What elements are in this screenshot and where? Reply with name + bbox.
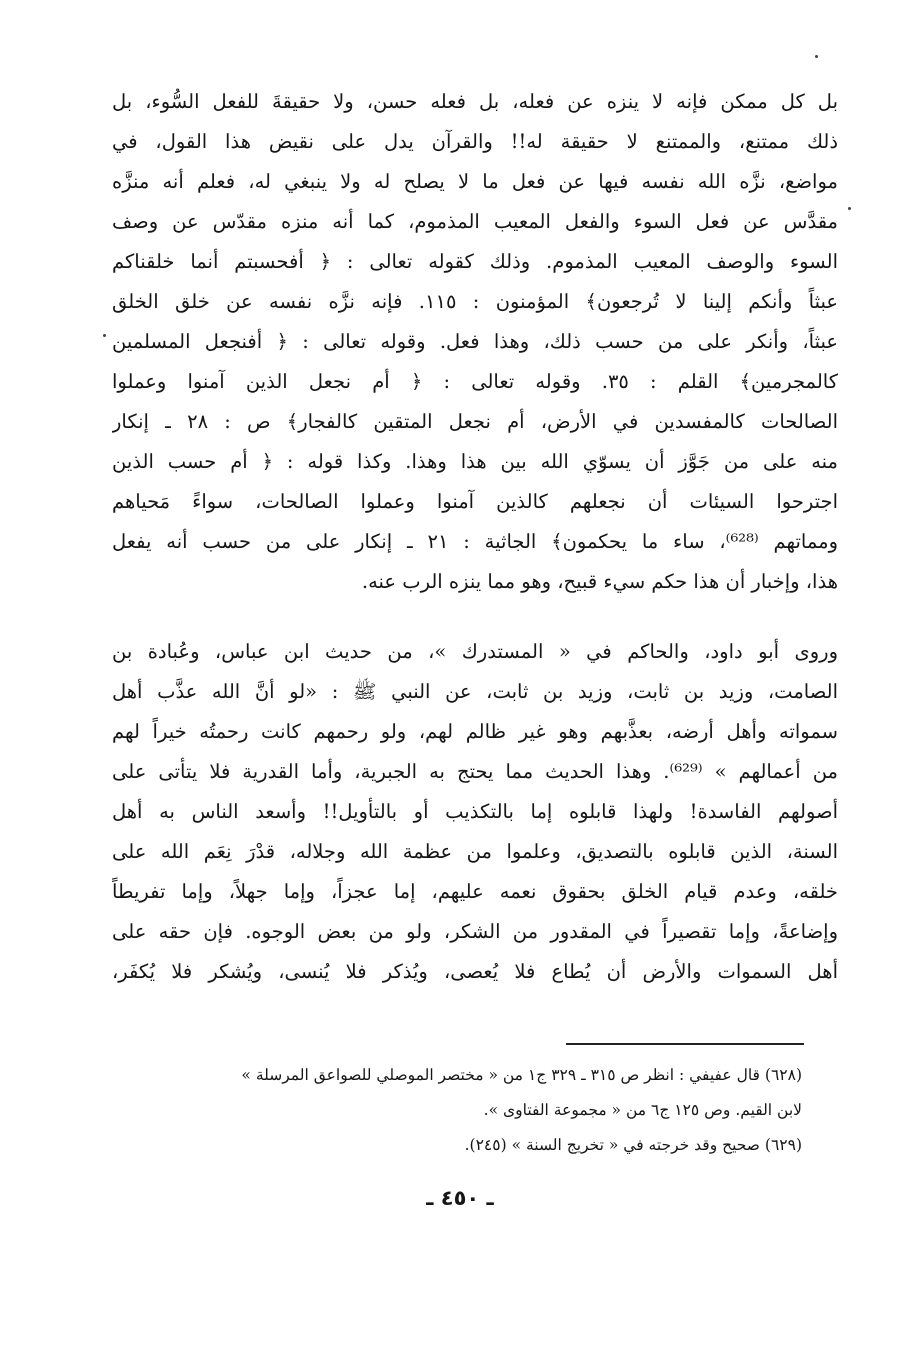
text-line: السوء والوصف المعيب المذموم. وذلك كقوله تعالى : ﴿ أفحسبتم أنما خلقناكم [112, 250, 838, 273]
text-line: اجترحوا السيئات أن نجعلهم كالذين آمنوا وعملوا الصالحات، سواءً مَحياهم [112, 490, 838, 513]
text-line: عبثاً وأنكم إلينا لا تُرجعون﴾ المؤمنون : ١١٥. فإنه نزَّه نفسه عن خلق الخلق [112, 290, 838, 313]
text-line: ومماتهم ⁽⁶²⁸⁾، ساء ما يحكمون﴾ الجاثية : ٢١ ـ إنكار على من حسب أنه يفعل [112, 530, 838, 553]
footnote-divider [566, 1043, 804, 1045]
text-line: عبثاً، وأنكر على من حسب ذلك، وهذا فعل. وقوله تعالى : ﴿ أفنجعل المسلمين [112, 330, 838, 353]
text-line: وإضاعةً، وإما تقصيراً في المقدور من الشكر، ولو من بعض الوجوه. فإن حقه على [112, 920, 838, 943]
scan-speck [103, 334, 106, 337]
text-line: من أعمالهم » ⁽⁶²⁹⁾. وهذا الحديث مما يحتج به الجبرية، وأما القدرية فلا يتأتى على [112, 760, 838, 783]
text-line: سمواته وأهل أرضه، بعذَّبهم وهو غير ظالم لهم، ولو رحمهم كانت رحمتُه خيراً لهم [112, 720, 838, 743]
text-line: الصامت، وزيد بن ثابت، وزيد بن ثابت، عن النبي ﷺ : «لو أنَّ الله عذَّب أهل [112, 680, 838, 703]
text-line: أهل السموات والأرض أن يُطاع فلا يُعصى، ويُذكر فلا يُنسى، ويُشكر فلا يُكفَر، [112, 960, 838, 983]
scan-speck [815, 55, 818, 58]
text-line: بل كل ممكن فإنه لا ينزه عن فعله، بل فعله حسن، ولا حقيقةَ للفعل السُّوء، بل [112, 90, 838, 113]
paragraph-1 [112, 82, 838, 602]
text-line: أصولهم الفاسدة! ولهذا قابلوه إما بالتكذيب أو بالتأويل!! وأسعد الناس به أهل [112, 800, 838, 823]
footnote-629: (٦٢٩) صحيح وقد خرجته في « تخريج السنة » (٢٤٥). [464, 1136, 802, 1154]
text-line: مواضع، نزَّه الله نفسه فيها عن فعل ما لا يصلح له ولا ينبغي له، فعلم أنه منزَّه [112, 170, 838, 193]
footnote-628: (٦٢٨) قال عفيفي : انظر ص ٣١٥ ـ ٣٢٩ ج١ من « مختصر الموصلي للصواعق المرسلة » [241, 1066, 802, 1084]
text-line: وروى أبو داود، والحاكم في « المستدرك »، من حديث ابن عباس، وعُبادة بن [112, 640, 838, 663]
text-line: السنة، الذين قابلوه بالتصديق، وعلموا من عظمة الله وجلاله، قدْرَ نِعَم الله على [112, 840, 838, 863]
page-number: ـ ٤٥٠ ـ [426, 1186, 494, 1210]
text-line: مقدَّس عن فعل السوء والفعل المعيب المذموم، كما أنه منزه مقدّس عن وصف [112, 210, 838, 233]
main-text-body [112, 82, 838, 992]
text-line: ذلك ممتنع، والممتنع لا حقيقة له!! والقرآن يدل على نقيض هذا القول، في [112, 130, 838, 153]
text-line: كالمجرمين﴾ القلم : ٣٥. وقوله تعالى : ﴿ أم نجعل الذين آمنوا وعملوا [112, 370, 838, 393]
paragraph-gap [112, 602, 838, 632]
scan-speck [848, 207, 851, 210]
text-line: هذا، وإخبار أن هذا حكم سيء قبيح، وهو مما ينزه الرب عنه. [361, 570, 838, 593]
text-line: خلقه، وعدم قيام الخلق بحقوق نعمه عليهم، إما عجزاً، وإما جهلاً، وإما تفريطاً [112, 880, 838, 903]
text-line: الصالحات كالمفسدين في الأرض، أم نجعل المتقين كالفجار﴾ ص : ٢٨ ـ إنكار [112, 410, 838, 433]
paragraph-2 [112, 632, 838, 992]
text-line: منه على من جَوَّز أن يسوّي الله بين هذا وهذا. وكذا قوله : ﴿ أم حسب الذين [112, 450, 838, 473]
footnote-628-continued: لابن القيم. وص ١٢٥ ج٦ من « مجموعة الفتاوى ». [483, 1101, 802, 1119]
footnotes [112, 1058, 802, 1163]
